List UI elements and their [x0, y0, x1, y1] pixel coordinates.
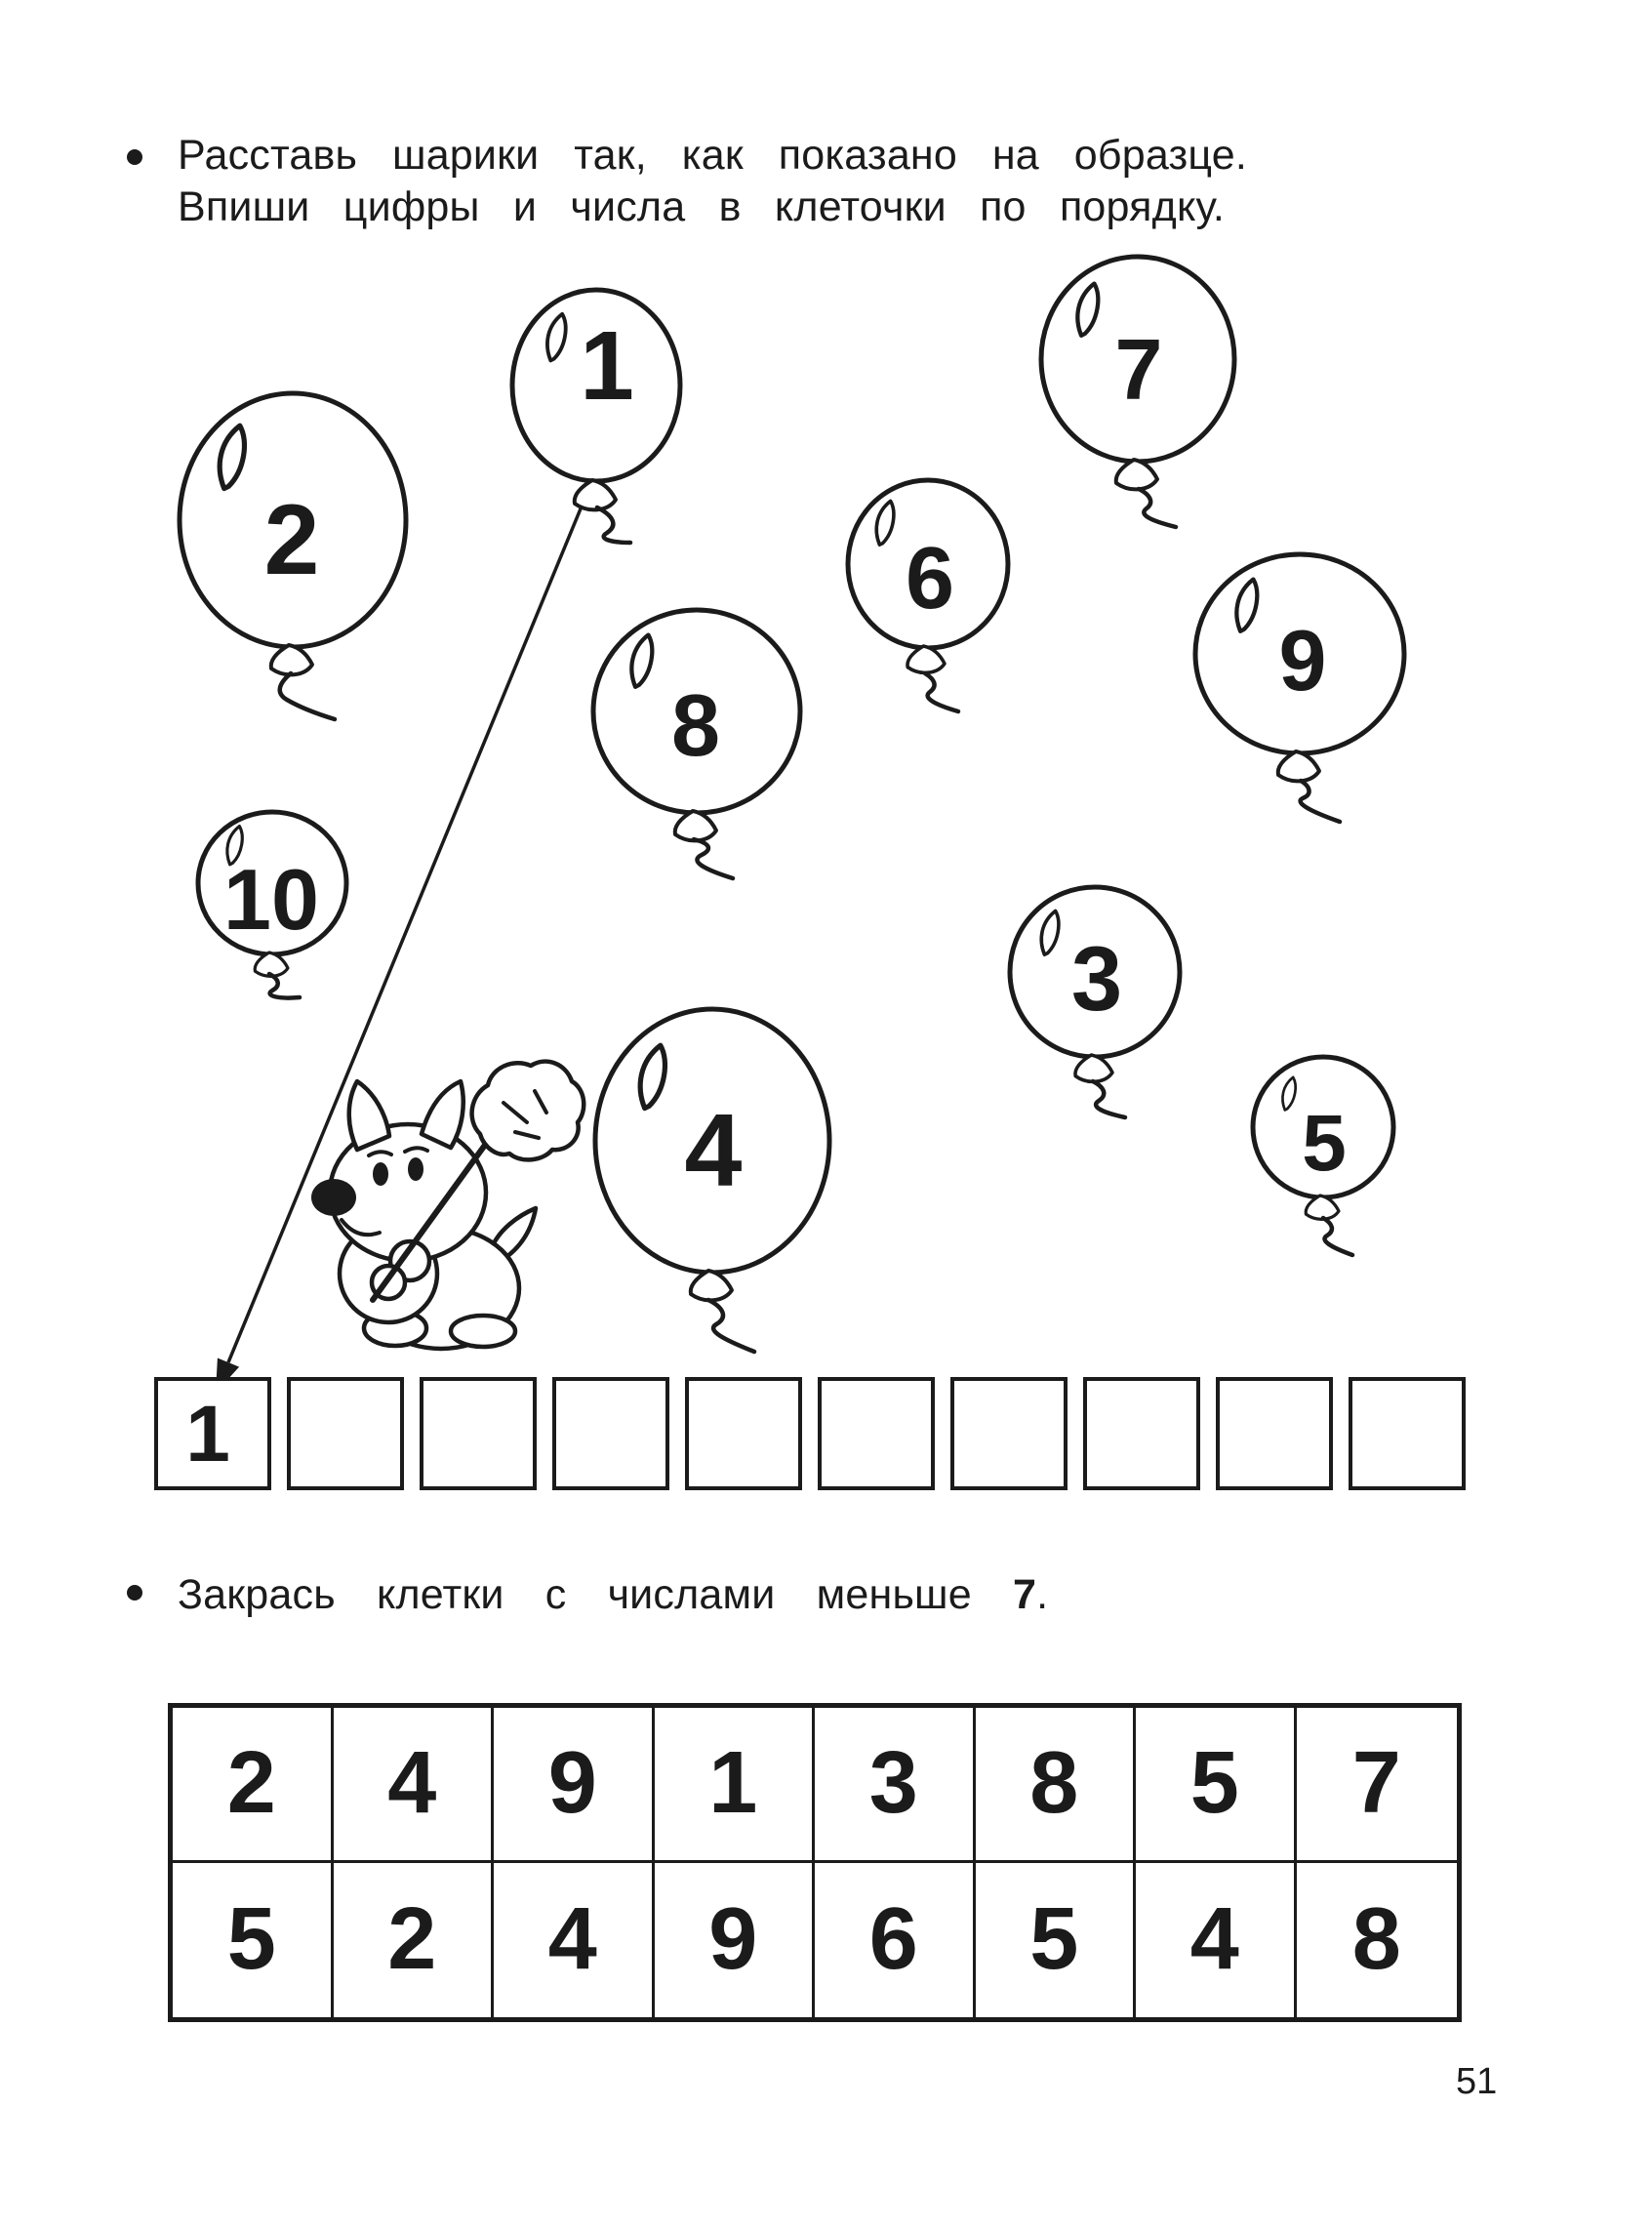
svg-text:6: 6	[905, 530, 955, 628]
task2-period: .	[1036, 1571, 1049, 1618]
grid-cell-r1c4[interactable]: 1	[655, 1708, 816, 1863]
grid-cell-r1c1[interactable]: 2	[173, 1708, 334, 1863]
answer-cell-7[interactable]	[952, 1379, 1066, 1488]
balloon-7	[1041, 257, 1234, 527]
grid-cell-r2c7[interactable]: 4	[1136, 1863, 1297, 2018]
svg-text:5: 5	[1302, 1099, 1347, 1188]
balloon-3	[1010, 887, 1180, 1117]
answer-cell-5[interactable]	[687, 1379, 800, 1488]
answer-cell-6[interactable]	[820, 1379, 933, 1488]
answer-cell-4[interactable]	[554, 1379, 667, 1488]
grid-cell-r2c1[interactable]: 5	[173, 1863, 334, 2018]
svg-text:7: 7	[1114, 321, 1163, 418]
grid-cell-r2c6[interactable]: 5	[976, 1863, 1137, 2018]
bullet-icon	[127, 1585, 142, 1601]
balloon-10	[198, 812, 346, 998]
svg-text:9: 9	[1278, 612, 1327, 709]
svg-text:1: 1	[580, 311, 634, 421]
puppy-illustration	[311, 1062, 584, 1349]
puppy-ear-right	[422, 1081, 463, 1148]
svg-text:2: 2	[263, 484, 320, 595]
task2-instruction-text: Закрась клетки с числами меньше	[178, 1571, 972, 1618]
puppy-nose	[311, 1179, 356, 1216]
answer-cell-8[interactable]	[1085, 1379, 1198, 1488]
balloon-5	[1253, 1057, 1393, 1255]
answer-cell-3[interactable]	[422, 1379, 535, 1488]
balloon-9	[1195, 554, 1404, 822]
grid-cell-r2c2[interactable]: 2	[334, 1863, 495, 2018]
task2-threshold-value: 7	[1013, 1571, 1037, 1618]
grid-cell-r2c4[interactable]: 9	[655, 1863, 816, 2018]
grid-cell-r1c5[interactable]: 3	[815, 1708, 976, 1863]
balloon-2	[180, 393, 406, 719]
answer-cells-row	[156, 1379, 1464, 1488]
svg-text:10: 10	[223, 851, 319, 948]
puppy-eye-left	[373, 1162, 388, 1186]
answer-cell-10[interactable]	[1350, 1379, 1464, 1488]
answer-cell-9[interactable]	[1218, 1379, 1331, 1488]
puppy-eye-right	[408, 1157, 423, 1181]
svg-text:8: 8	[670, 677, 721, 775]
balloon-1	[512, 290, 680, 543]
number-grid	[168, 1703, 1462, 2022]
grid-cell-r1c6[interactable]: 8	[976, 1708, 1137, 1863]
grid-cell-r1c2[interactable]: 4	[334, 1708, 495, 1863]
grid-cell-r1c3[interactable]: 9	[494, 1708, 655, 1863]
grid-cell-r1c8[interactable]: 7	[1297, 1708, 1458, 1863]
grid-cell-r2c8[interactable]: 8	[1297, 1863, 1458, 2018]
grid-cell-r1c7[interactable]: 5	[1136, 1708, 1297, 1863]
answer-cell-1-value: 1	[185, 1390, 230, 1479]
duster-pom	[472, 1062, 584, 1160]
balloon-4	[595, 1009, 829, 1352]
task1-instruction-line1: Расставь шарики так, как показано на образце.	[178, 132, 1247, 179]
grid-cell-r2c5[interactable]: 6	[815, 1863, 976, 2018]
svg-text:4: 4	[684, 1093, 743, 1208]
grid-cell-r2c3[interactable]: 4	[494, 1863, 655, 2018]
svg-text:3: 3	[1070, 927, 1123, 1030]
task2-instruction	[178, 1569, 1048, 1621]
balloon-8	[593, 610, 800, 878]
task1-instruction-line2: Впиши цифры и числа в клеточки по порядку.	[178, 183, 1225, 230]
answer-cell-2[interactable]	[289, 1379, 402, 1488]
page-number: 51	[1456, 2061, 1498, 2102]
balloon-6	[848, 480, 1008, 711]
puppy-ear-left	[349, 1081, 389, 1150]
